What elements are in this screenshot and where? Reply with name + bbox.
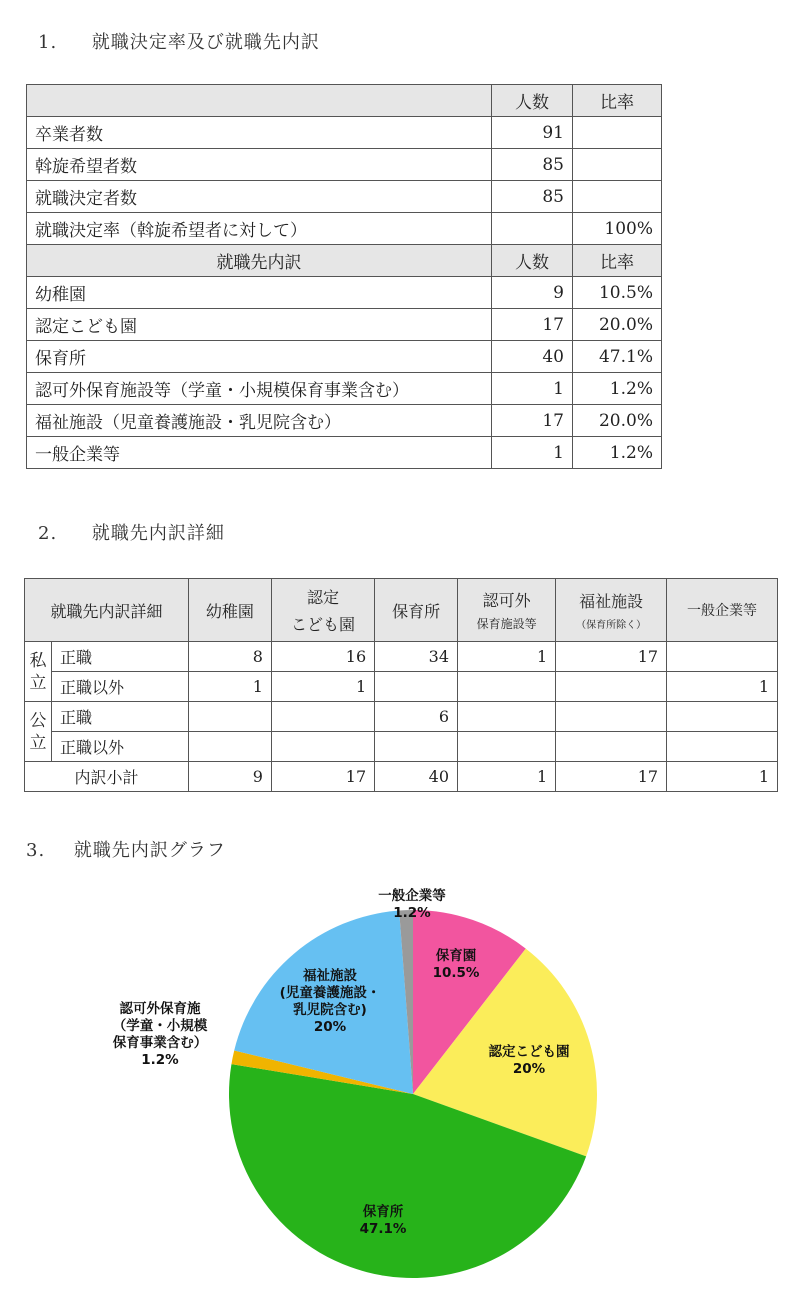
row-label: 就職決定者数 bbox=[27, 181, 492, 213]
total-cell: 9 bbox=[189, 762, 272, 792]
row-rate: 47.1% bbox=[573, 341, 662, 373]
table-row bbox=[27, 277, 662, 309]
total-cell: 17 bbox=[556, 762, 667, 792]
table-row bbox=[27, 181, 662, 213]
section1-title: 就職決定率及び就職先内訳 bbox=[91, 32, 320, 53]
table-row bbox=[25, 672, 778, 702]
row-count: 85 bbox=[492, 149, 573, 181]
table1-header-rate: 比率 bbox=[573, 85, 662, 117]
row-label: 認定こども園 bbox=[27, 309, 492, 341]
table-row bbox=[27, 149, 662, 181]
table-row bbox=[27, 213, 662, 245]
cell bbox=[458, 732, 556, 762]
group-label: 私立 bbox=[29, 650, 47, 693]
row-label: 正職 bbox=[52, 702, 189, 732]
row-rate bbox=[573, 149, 662, 181]
cell: 8 bbox=[189, 642, 272, 672]
row-count: 17 bbox=[492, 405, 573, 437]
cell bbox=[458, 702, 556, 732]
cell: 1 bbox=[458, 642, 556, 672]
table2-header-row bbox=[25, 579, 778, 642]
table-row bbox=[25, 732, 778, 762]
cell bbox=[271, 732, 374, 762]
table-row bbox=[27, 117, 662, 149]
header-certified-center bbox=[271, 579, 374, 642]
row-label: 認可外保育施設等（学童・小規模保育事業含む） bbox=[27, 373, 492, 405]
total-cell: 40 bbox=[375, 762, 458, 792]
row-count: 1 bbox=[492, 373, 573, 405]
row-rate: 1.2% bbox=[573, 373, 662, 405]
header-general-company: 一般企業等 bbox=[667, 579, 778, 642]
row-label: 正職 bbox=[52, 642, 189, 672]
cell bbox=[667, 732, 778, 762]
header-certified-line1: 認定 bbox=[307, 588, 340, 607]
cell bbox=[189, 732, 272, 762]
header-welfare bbox=[556, 579, 667, 642]
header-unlicensed-line1: 認可外 bbox=[482, 591, 531, 610]
header-kindergarten: 幼稚園 bbox=[189, 579, 272, 642]
breakdown-header-label: 就職先内訳 bbox=[27, 245, 492, 277]
cell: 34 bbox=[375, 642, 458, 672]
section2-title: 就職先内訳詳細 bbox=[91, 523, 225, 544]
header-welfare-line2: （保育所除く） bbox=[576, 620, 647, 631]
cell: 1 bbox=[667, 672, 778, 702]
row-rate: 1.2% bbox=[573, 437, 662, 469]
cell: 1 bbox=[271, 672, 374, 702]
cell bbox=[189, 702, 272, 732]
total-cell: 17 bbox=[271, 762, 374, 792]
employment-detail-table bbox=[24, 578, 778, 792]
total-cell: 1 bbox=[667, 762, 778, 792]
breakdown-header-rate: 比率 bbox=[573, 245, 662, 277]
section3-heading bbox=[26, 836, 226, 862]
table-row bbox=[27, 341, 662, 373]
table1-header-count: 人数 bbox=[492, 85, 573, 117]
row-label: 正職以外 bbox=[52, 732, 189, 762]
cell: 6 bbox=[375, 702, 458, 732]
cell bbox=[667, 702, 778, 732]
row-count: 17 bbox=[492, 309, 573, 341]
section2-heading bbox=[38, 519, 225, 545]
cell bbox=[556, 672, 667, 702]
header-welfare-line1: 福祉施設 bbox=[579, 592, 644, 611]
section1-number: 1. bbox=[38, 32, 58, 53]
pie-label: 一般企業等 1.2% bbox=[378, 888, 446, 921]
section1-heading bbox=[38, 28, 320, 54]
cell: 16 bbox=[271, 642, 374, 672]
section3-number: 3. bbox=[26, 840, 46, 861]
row-count: 85 bbox=[492, 181, 573, 213]
group-private bbox=[25, 642, 52, 702]
header-certified-line2: こども園 bbox=[291, 615, 356, 634]
pie-label: 保育所 47.1% bbox=[359, 1204, 407, 1237]
row-rate: 20.0% bbox=[573, 309, 662, 341]
table-row bbox=[25, 642, 778, 672]
cell bbox=[556, 702, 667, 732]
cell bbox=[375, 732, 458, 762]
header-unlicensed-line2: 保育施設等 bbox=[476, 617, 537, 631]
group-label: 公立 bbox=[29, 710, 47, 753]
table-row bbox=[25, 702, 778, 732]
employment-rate-table bbox=[26, 84, 662, 469]
section2-number: 2. bbox=[38, 523, 58, 544]
breakdown-header-count: 人数 bbox=[492, 245, 573, 277]
row-rate bbox=[573, 181, 662, 213]
row-count: 91 bbox=[492, 117, 573, 149]
row-rate: 20.0% bbox=[573, 405, 662, 437]
row-count bbox=[492, 213, 573, 245]
row-count: 1 bbox=[492, 437, 573, 469]
header-nursery: 保育所 bbox=[375, 579, 458, 642]
table-row bbox=[27, 309, 662, 341]
cell bbox=[667, 642, 778, 672]
pie-label: 認可外保育施（学童・小規模保育事業含む） 1.2% bbox=[112, 1001, 208, 1068]
pie-label: 保育園 10.5% bbox=[432, 948, 480, 981]
pie-chart bbox=[0, 870, 800, 1316]
pie-label: 福祉施設(児童養護施設・乳児院含む) 20% bbox=[279, 968, 381, 1035]
row-count: 40 bbox=[492, 341, 573, 373]
row-rate: 100% bbox=[573, 213, 662, 245]
row-label: 斡旋希望者数 bbox=[27, 149, 492, 181]
header-unlicensed bbox=[458, 579, 556, 642]
row-label: 卒業者数 bbox=[27, 117, 492, 149]
row-label: 正職以外 bbox=[52, 672, 189, 702]
row-label: 一般企業等 bbox=[27, 437, 492, 469]
cell bbox=[375, 672, 458, 702]
pie-label: 認定こども園 20% bbox=[488, 1044, 570, 1077]
section3-title: 就職先内訳グラフ bbox=[73, 840, 226, 861]
row-label: 福祉施設（児童養護施設・乳児院含む） bbox=[27, 405, 492, 437]
row-count: 9 bbox=[492, 277, 573, 309]
total-row bbox=[25, 762, 778, 792]
cell bbox=[458, 672, 556, 702]
total-cell: 1 bbox=[458, 762, 556, 792]
group-public bbox=[25, 702, 52, 762]
header-corner: 就職先内訳詳細 bbox=[25, 579, 189, 642]
breakdown-header-row bbox=[27, 245, 662, 277]
table1-header-blank bbox=[27, 85, 492, 117]
row-label: 保育所 bbox=[27, 341, 492, 373]
cell bbox=[271, 702, 374, 732]
row-rate: 10.5% bbox=[573, 277, 662, 309]
row-label: 幼稚園 bbox=[27, 277, 492, 309]
table1-header-row bbox=[27, 85, 662, 117]
row-rate bbox=[573, 117, 662, 149]
table-row bbox=[27, 405, 662, 437]
cell: 1 bbox=[189, 672, 272, 702]
table-row bbox=[27, 373, 662, 405]
total-label: 内訳小計 bbox=[25, 762, 189, 792]
cell bbox=[556, 732, 667, 762]
row-label: 就職決定率（斡旋希望者に対して） bbox=[27, 213, 492, 245]
cell: 17 bbox=[556, 642, 667, 672]
table-row bbox=[27, 437, 662, 469]
